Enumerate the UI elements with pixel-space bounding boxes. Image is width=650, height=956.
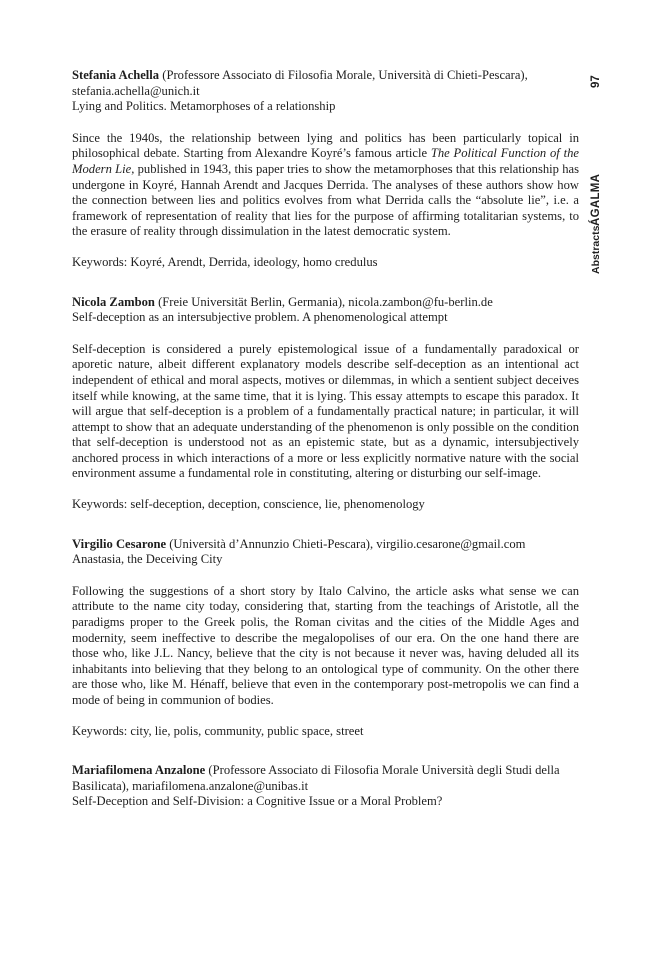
author-email: stefania.achella@unich.it (72, 83, 200, 98)
author-affiliation: (Freie Universität Berlin, Germania), nicola.zambon@fu-berlin.de (154, 294, 493, 309)
entry-body (72, 342, 579, 513)
running-header (590, 60, 604, 274)
abstract-text: Following the suggestions of a short story by Italo Calvino, the article asks what sense we can attribute to the name city today, considering that, starting from the teachings of Aristotle, all the paradigms proper to the Greek polis, the Roman civitas and the cities of the Middle Ages and modernity, seem ineffective to describe the megalopolises of our era. On the one hand there are those who, like J.L. Nancy, believe that the city is not because it never was, having deluded all its inhabitants into believing that they belong to an ontological type of community. On the other there are those who, like M. Hénaff, believe that even in the contemporary post-metropolis we can find a mode of being in communion of bodies. (72, 583, 579, 707)
abstract-entry (72, 537, 579, 740)
author-name: Stefania Achella (72, 68, 160, 82)
abstract-entry (72, 68, 579, 271)
abstract-text-part: published in 1943, this paper tries to show the metamorphoses that this relationship has undergone in Koyré, Hannah Arendt and Jacques Derrida. The analyses of these authors show how the connection between lies and politics evolves from what Derrida calls the “absolute lie”, i.e. a framework of representation of reality that lies for the purpose of affirming totalitarian systems, to the erasure of reality through dissimulation in the latest democratic system. (72, 161, 580, 239)
keywords: Keywords: Koyré, Arendt, Derrida, ideology, homo credulus (72, 254, 378, 269)
entry-body (72, 131, 579, 271)
author-line (72, 295, 579, 311)
journal-name: ÁGALMA (590, 173, 602, 226)
author-affiliation: (Professore Associato di Filosofia Morale Università degli Studi della Basilicata), mariafilomena.anzalone@unibas.it (72, 763, 560, 793)
author-name: Mariafilomena Anzalone (72, 763, 206, 778)
page-number: 97 (590, 75, 602, 88)
keywords: Keywords: self-deception, deception, conscience, lie, phenomenology (72, 497, 425, 512)
entry-header (72, 537, 579, 568)
author-affiliation: (Professore Associato di Filosofia Morale, Università di Chieti-Pescara), (159, 68, 528, 82)
abstracts-column (72, 68, 579, 834)
keywords: Keywords: city, lie, polis, community, public space, street (72, 723, 364, 738)
paper-title: Self-deception as an intersubjective problem. A phenomenological attempt (72, 310, 448, 325)
abstract-entry (72, 295, 579, 513)
entry-header (72, 68, 579, 115)
paper-title: Lying and Politics. Metamorphoses of a relationship (72, 99, 336, 114)
paper-title: Anastasia, the Deceiving City (72, 552, 223, 567)
abstract-text (72, 131, 579, 240)
author-affiliation: (Università d’Annunzio Chieti-Pescara), virgilio.cesarone@gmail.com (166, 536, 526, 551)
entry-header (72, 295, 579, 326)
author-name: Nicola Zambon (72, 294, 155, 309)
abstract-text-part: Since the 1940s, the relationship between lying and politics has been particularly topical in philosophical debate. Starting from Alexandre Koyré’s famous article (72, 130, 579, 161)
author-line (72, 68, 579, 84)
author-line (72, 537, 579, 553)
section-name: Abstracts (590, 225, 602, 274)
abstract-entry (72, 763, 579, 810)
paper-title: Self-Deception and Self-Division: a Cognitive Issue or a Moral Problem? (72, 794, 443, 809)
author-name: Virgilio Cesarone (72, 536, 167, 551)
cited-article-title: The Political Function of the Modern Lie, (72, 146, 579, 176)
abstract-text: Self-deception is considered a purely epistemological issue of a fundamentally paradoxical or aporetic nature, albeit different explanatory models describe self-deception as an intentional act independent of ethical and moral aspects, motives or dilemmas, in which a sentient subject deceives itself while knowing, at the same time, that it is lying. This essay attempts to escape this paradox. It will argue that self-deception is a problem of a fundamentally practical nature; in particular, it will attempt to show that an adequate understanding of the phenomenon is only possible on the condition that self-deception is understood not as an epistemic state, but as a dynamic, intersubjectively anchored process in which interactions of a more or less explicitly normative nature with the social environment assume a fundamental role in constituting, altering or disturbing our self-image. (72, 341, 579, 481)
entry-header (72, 763, 579, 810)
author-line (72, 763, 579, 794)
entry-body (72, 584, 579, 739)
